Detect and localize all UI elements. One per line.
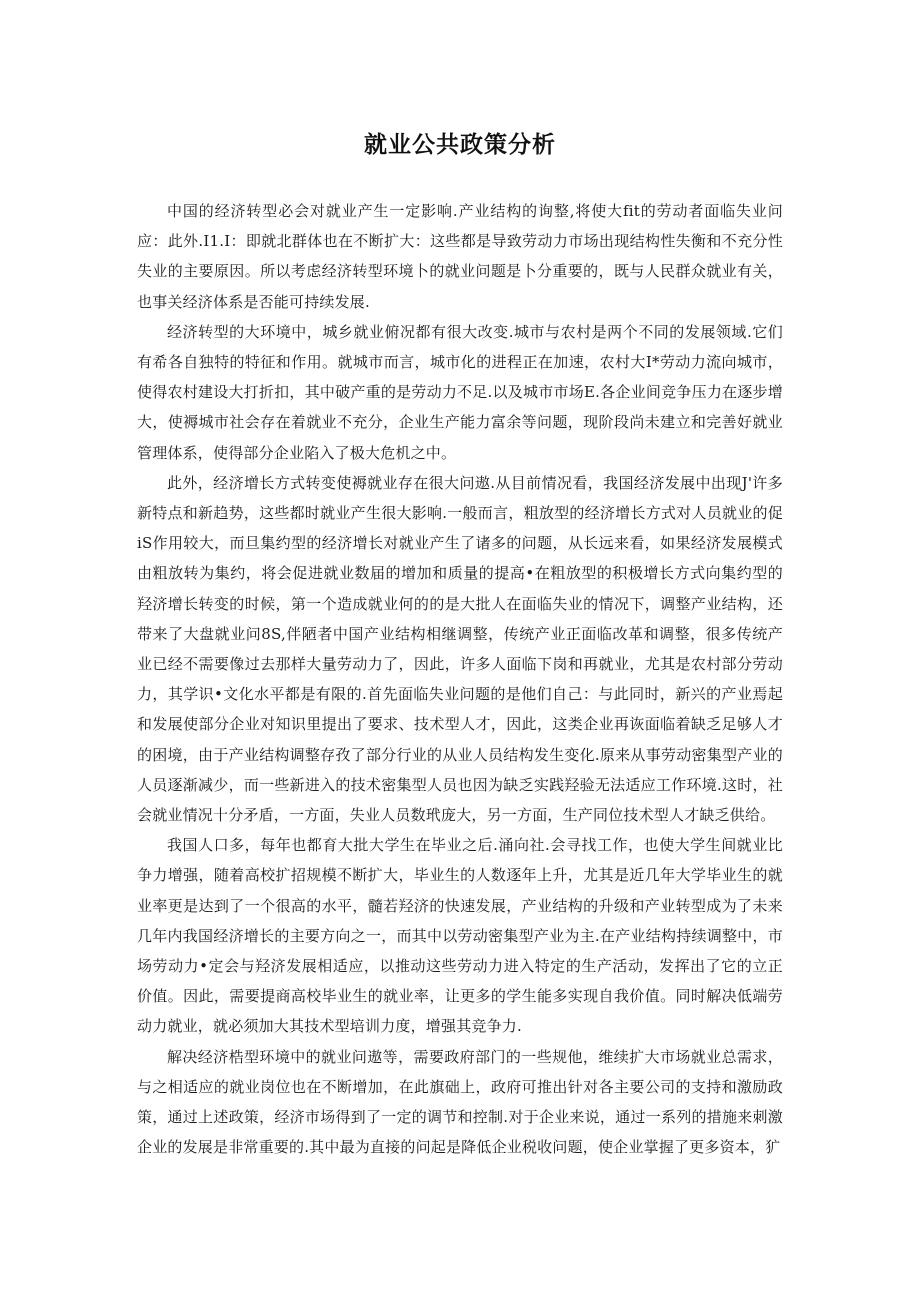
paragraph-2: 经济转型的大环境中，城乡就业俯况都有很大改变.城市与农村是两个不同的发展领域.它们有希各自独特的特征和作用。就城市而言，城市化的进程正在加速，农村大I*劳动力流向城市，使得农村建设大打折扣，其中破产重的是劳动力不足.以及城市市场E.各企业间竞争压力在逐步增大，使褥城市社会存在着就业不充分，企业生产能力富余等问题，现阶段尚未建立和完善好就业管理体系，使得部分企业陷入了极大危机之中。 — [137, 322, 783, 462]
paragraph-5: 解决经济梏型环境中的就业问遨等，需要政府部门的一些规他，维续扩大市场就业总需求，与之相适应的就业岗位也在不断增加，在此旗础上，政府可推出针对各主要公司的支持和激励政策，通过上述政策，经济市场得到了一定的调节和控制.对于企业来说，通过一系列的措施来刺激企业的发展是非常重要的.其中最为直接的问起是降低企业税收问题，使企业掌握了更多资本，犷 — [137, 1047, 783, 1157]
document-title: 就业公共政策分析 — [364, 132, 556, 158]
paragraph-1: 中国的经济转型必会对就业产生一定影响.产业结构的询整,将使大fit的劳动者面临失业问应：此外.I1.I：即就北群体也在不断扩大：这些都是导致劳动力市场出现结构性失衡和不充分性失业的主要原因。所以考虑经济转型环境卜的就业问题是卜分重要的，既与人民群众就业有关，也事关经济体系是否能可持续发展. — [137, 202, 783, 311]
paragraph-3: 此外，经济增长方式转变使褥就业存在很大问遨.从目前情况看，我国经济发展中出现J'许多新特点和新趋势，这些都时就业产生很大影响.一般而言，粗放型的经济增长方式对人员就业的促iS作用较大，而旦集约型的经济增长对就业产生了诸多的问题，从长远来看，如果经济发展模式由粗放转为集约，将会促进就业数届的增加和质量的提高•在粗放型的积极增长方式向集约型的羟济增长转变的时候，第一个造成就业何的的是大批人在面临失业的情况下，调整产业结构，还带来了大盘就业问8S,伴陋者中国产业结构相继调整，传统产业正面临改革和调整，很多传统产业已经不需要像过去那样大量劳动力了，因此，许多人面临下岗和再就业，尤其是农村部分劳动力，其学识•文化水平都是有限的.首先面临失业问题的是他们自己：与此同时，新兴的产业焉起和发展使部分企业对知识里提出了要求、技术型人才，因此，这类企业再诙面临着缺乏足够人才的困境，由于产业结构调整存孜了部分行业的从业人员结构发生变化.原来从事劳动密集型产业的人员逐渐减少，而一些新进入的技术密集型人员也因为缺乏实践羟验无法适应工作环境.这时，社会就业情况十分矛盾，一方面，失业人员数玳庞大，另一方面，生产同位技术型人才缺乏供给。 — [137, 473, 783, 825]
paragraph-4: 我国人口多，每年也都育大批大学生在毕业之后.涌向社.会寻找工作，也使大学生间就业比争力增强，随着高校扩招规模不断扩大，毕业生的人数逐年上升，尤其是近几年大学毕业生的就业率更是达到了一个很高的水平，髓若羟济的快速发展，产业结构的升级和产业转型成为了未来几年内我国经济增长的主要方向之一，而其中以劳动密集型产业为主.在产业结构持续调整中，市场劳动力•定会与羟济发展相适应，以推动这些劳动力进入特定的生产活动，发挥出了它的立正价值。因此，需要提商高校毕业生的就业率，让更多的学生能多实现自我价值。同时解决低端劳动力就业，就必须加大其技术型培训力度，增强其竞争力. — [137, 836, 783, 1036]
document-body — [137, 196, 783, 1163]
